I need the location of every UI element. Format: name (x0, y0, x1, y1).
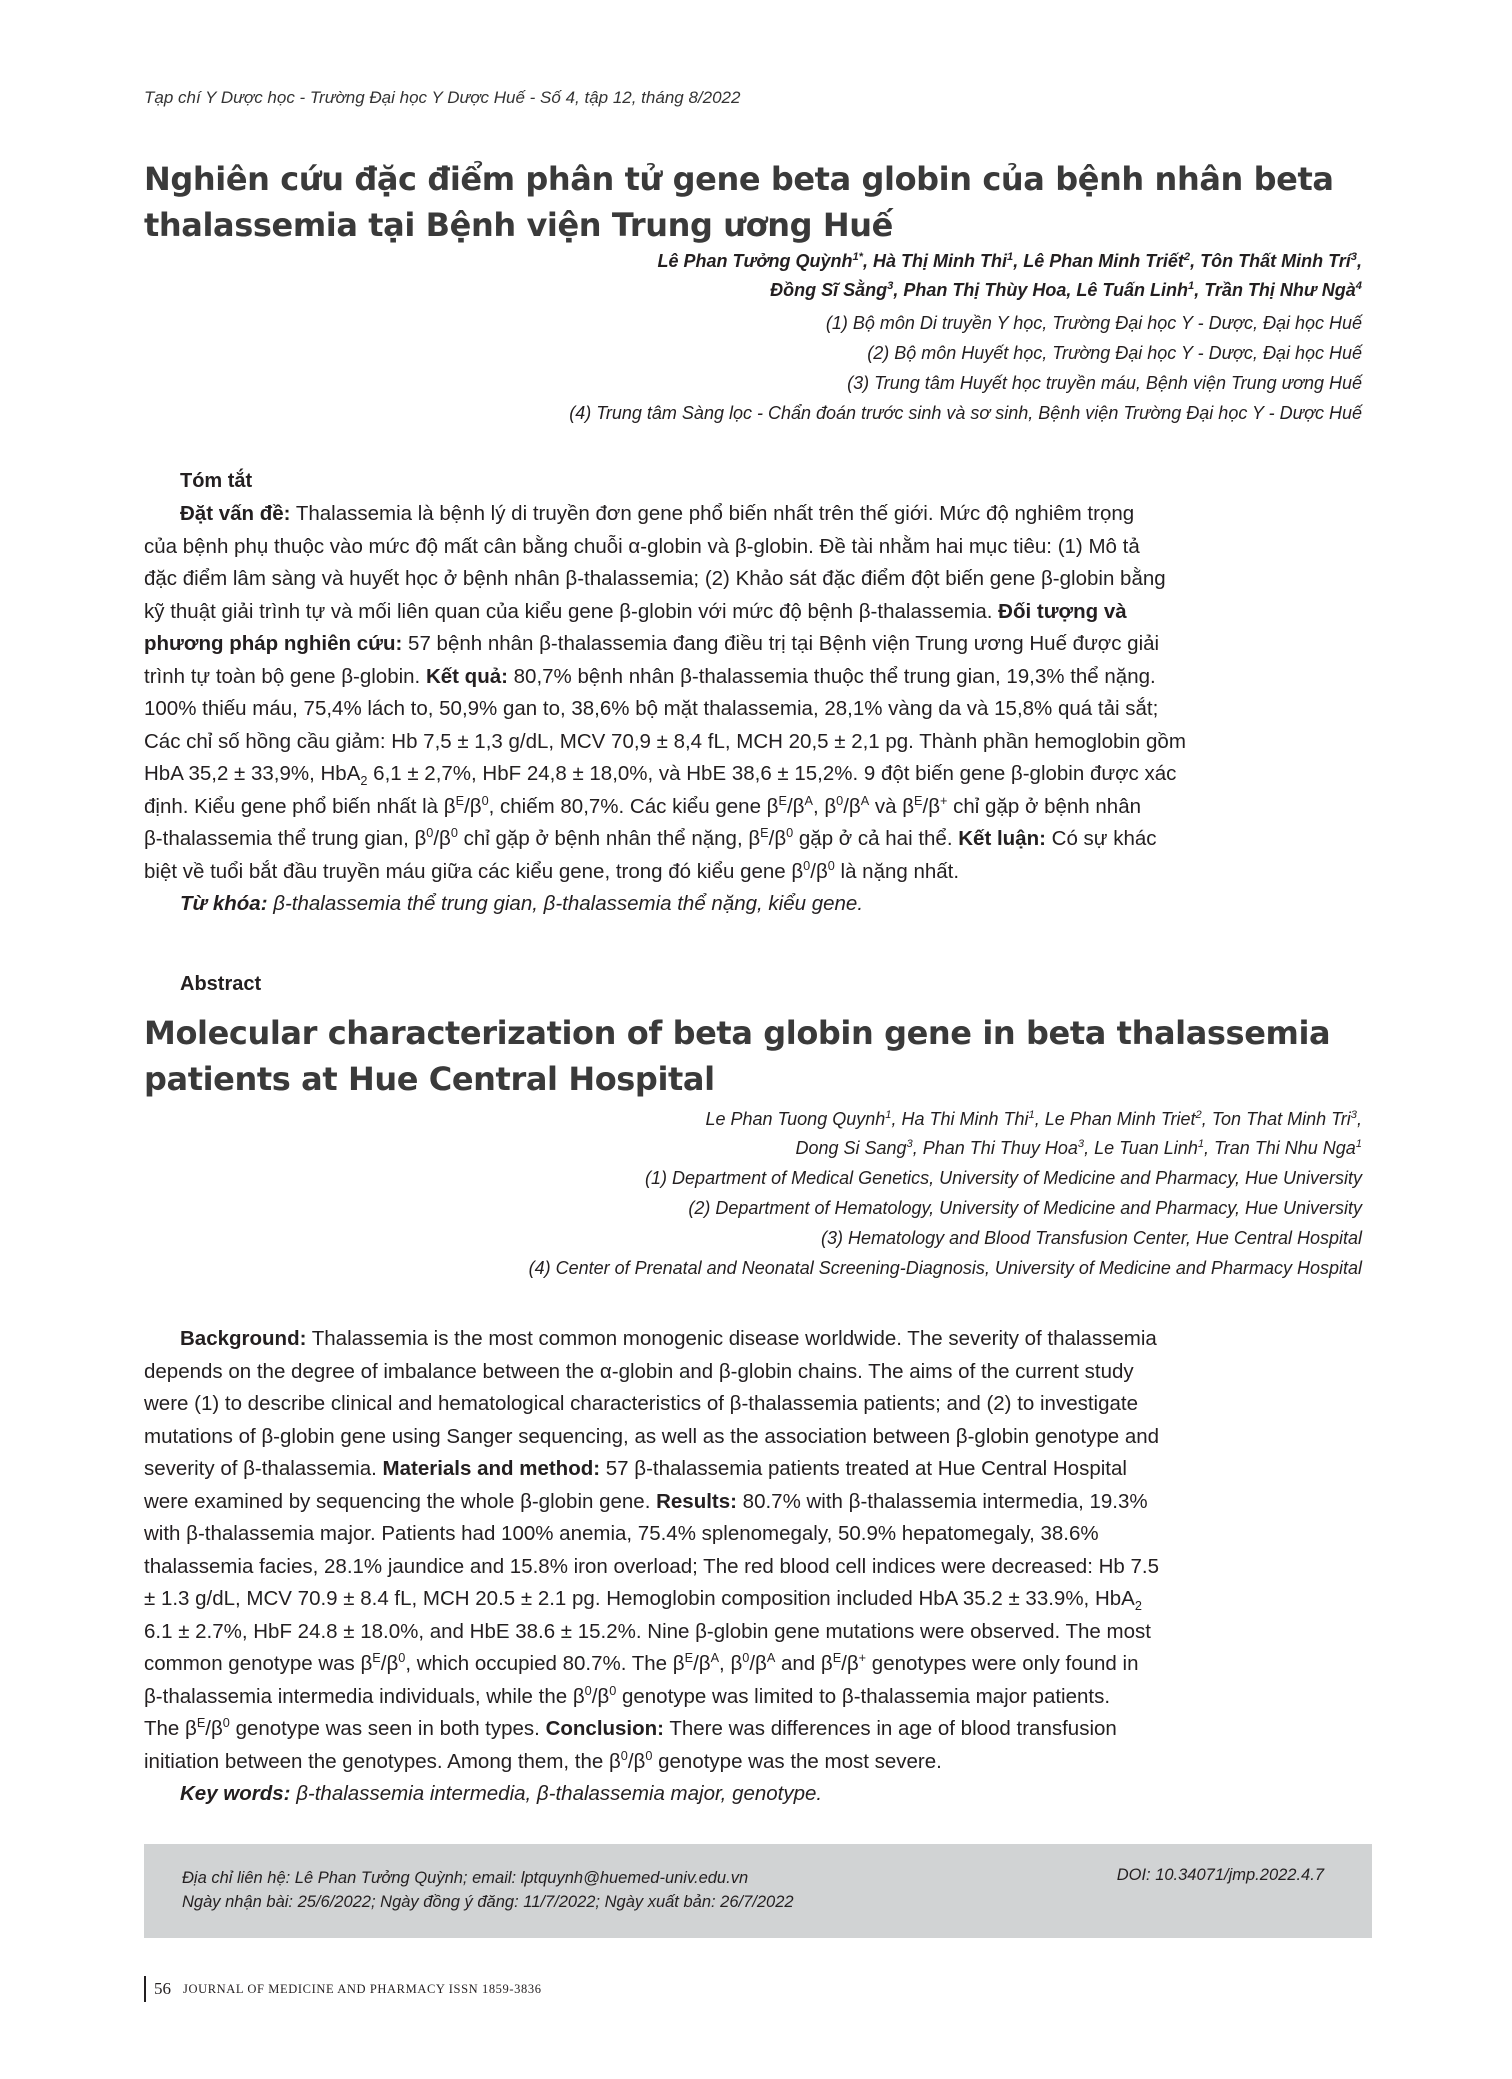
title-line: Nghiên cứu đặc điểm phân tử gene beta globin của bệnh nhân beta (144, 160, 1334, 198)
article-title-en (144, 1010, 1374, 1102)
abstract-line: thalassemia facies, 28.1% jaundice and 15.8% iron overload; The red blood cell indices were decreased: Hb 7.5 (144, 1554, 1159, 1578)
article-title-vi (144, 156, 1374, 248)
correspondence-box (144, 1844, 1372, 1938)
abstract-line: ± 1.3 g/dL, MCV 70.9 ± 8.4 fL, MCH 20.5 ± 2.1 pg. Hemoglobin composition included HbA 35.2 ± 33.9%, HbA$_2$ (144, 1587, 1142, 1614)
dates-line: Ngày nhận bài: 25/6/2022; Ngày đồng ý đăng: 11/7/2022; Ngày xuất bản: 26/7/2022 (182, 1893, 794, 1911)
abstract-line: trình tự toàn bộ gene β-globin. Kết quả: 80,7% bệnh nhân β-thalassemia thuộc thể trung gian, 19,3% thể nặng. (144, 664, 1156, 688)
abstract-body-vi (144, 498, 1372, 921)
abstract-line: biệt về tuổi bắt đầu truyền máu giữa các kiểu gene, trong đó kiểu gene $\beta^0/\beta^0$ là nặng nhất. (144, 857, 960, 883)
journal-header: Tạp chí Y Dược học - Trường Đại học Y Dược Huế - Số 4, tập 12, tháng 8/2022 (144, 88, 741, 107)
abstract-line: Background: Thalassemia is the most common monogenic disease worldwide. The severity of thalassemia (180, 1327, 1157, 1350)
abstract-line: initiation between the genotypes. Among them, the $\beta^0/\beta^0$ genotype was the most severe. (144, 1747, 942, 1773)
keywords-en (144, 1778, 1372, 1811)
abstract-line: 100% thiếu máu, 75,4% lách to, 50,9% gan to, 38,6% bộ mặt thalassemia, 28,1% vàng da và 15,8% quá tải sắt; (144, 697, 1159, 720)
page-number: 56 (154, 1979, 171, 1998)
abstract-line: The $\beta^E/\beta^0$ genotype was seen in both types. Conclusion: There was differences in age of blood transfusion (144, 1715, 1117, 1740)
abstract-line: severity of β-thalassemia. Materials and method: 57 β-thalassemia patients treated at Hue Central Hospital (144, 1457, 1127, 1480)
abstract-line: mutations of β-globin gene using Sanger sequencing, as well as the association between β-globin genotype and (144, 1424, 1160, 1448)
section-heading-abstract: Abstract (180, 973, 262, 995)
abstract-line: were examined by sequencing the whole β-globin gene. Results: 80.7% with β-thalassemia intermedia, 19.3% (144, 1489, 1148, 1513)
abstract-line: Các chỉ số hồng cầu giảm: Hb 7,5 ± 1,3 g/dL, MCV 70,9 ± 8,4 fL, MCH 20,5 ± 2,1 pg. Thành phần hemoglobin gồm (144, 729, 1186, 753)
affiliation: (4) Trung tâm Sàng lọc - Chẩn đoán trước sinh và sơ sinh, Bệnh viện Trường Đại học Y - Dược Huế (569, 403, 1362, 423)
abstract-line: were (1) to describe clinical and hematological characteristics of β-thalassemia patients; and (2) to investigate (144, 1392, 1138, 1415)
affiliation: (1) Department of Medical Genetics, University of Medicine and Pharmacy, Hue University (645, 1168, 1362, 1188)
correspondence-info (182, 1866, 794, 1914)
author-line: Le Phan Tuong Quynh$^1$, Ha Thi Minh Thi$^1$, Le Phan Minh Triet$^2$, Ton That Minh Tri$^3$, (705, 1109, 1362, 1129)
footer-rule (144, 1976, 146, 2002)
affiliation: (3) Hematology and Blood Transfusion Center, Hue Central Hospital (821, 1228, 1362, 1248)
title-line: thalassemia tại Bệnh viện Trung ương Huế (144, 206, 893, 244)
abstract-line: định. Kiểu gene phổ biến nhất là $\beta^E/\beta^0$, chiếm 80,7%. Các kiểu gene $\beta^E/\beta^A$, $\beta^0/\beta^A$ và $\beta^E/\beta^+$ chỉ gặp ở bệnh nhân (144, 792, 1141, 818)
title-line: Molecular characterization of beta globin gene in beta thalassemia (144, 1014, 1331, 1052)
journal-name: JOURNAL OF MEDICINE AND PHARMACY ISSN 1859-3836 (183, 1981, 542, 1996)
abstract-line: common genotype was $\beta^E/\beta^0$, which occupied 80.7%. The $\beta^E/\beta^A$, $\beta^0/\beta^A$ and $\beta^E/\beta^+$ genotypes were only found in (144, 1650, 1139, 1675)
doi-label: DOI: 10.34071/jmp.2022.4.7 (1116, 1866, 1324, 1884)
abstract-line: 6.1 ± 2.7%, HbF 24.8 ± 18.0%, and HbE 38.6 ± 15.2%. Nine β-globin gene mutations were observed. The most (144, 1619, 1151, 1643)
abstract-line: Đặt vấn đề: Thalassemia là bệnh lý di truyền đơn gene phổ biến nhất trên thế giới. Mức độ nghiêm trọng (180, 502, 1135, 525)
abstract-line: của bệnh phụ thuộc vào mức độ mất cân bằng chuỗi α-globin và β-globin. Đề tài nhằm hai mục tiêu: (1) Mô tả (144, 534, 1140, 558)
affiliation: (2) Department of Hematology, University of Medicine and Pharmacy, Hue University (688, 1198, 1362, 1218)
keywords-vi (144, 888, 1372, 921)
section-heading-tomtat: Tóm tắt (180, 470, 253, 492)
affiliation: (4) Center of Prenatal and Neonatal Screening-Diagnosis, University of Medicine and Pharmacy Hospital (528, 1258, 1362, 1278)
abstract-line: β-thalassemia intermedia individuals, while the $\beta^0/\beta^0$ genotype was limited to β-thalassemia major patients. (144, 1682, 1111, 1708)
keywords-label: Từ khóa: (180, 892, 268, 915)
author-line: Đồng Sĩ Sằng$^3$, Phan Thị Thùy Hoa, Lê Tuấn Linh$^1$, Trần Thị Như Ngà$^4$ (770, 280, 1362, 300)
author-list-en (705, 1105, 1362, 1163)
keywords-text: β-thalassemia thể trung gian, β-thalassemia thể nặng, kiểu gene. (273, 892, 864, 915)
abstract-line: HbA 35,2 ± 33,9%, HbA$_2$ 6,1 ± 2,7%, HbF 24,8 ± 18,0%, và HbE 38,6 ± 15,2%. 9 đột biến gene β-globin được xác (144, 762, 1177, 789)
author-list-vi (658, 247, 1362, 305)
author-line: Lê Phan Tưởng Quỳnh$^{1*}$, Hà Thị Minh Thi$^1$, Lê Phan Minh Triết$^2$, Tôn Thất Minh Trí$^3$, (657, 251, 1362, 271)
affiliation: (3) Trung tâm Huyết học truyền máu, Bệnh viện Trung ương Huế (847, 373, 1362, 393)
keywords-text: β-thalassemia intermedia, β-thalassemia major, genotype. (296, 1782, 823, 1805)
abstract-line: depends on the degree of imbalance between the α-globin and β-globin chains. The aims of the current study (144, 1359, 1134, 1383)
affiliations-vi (569, 308, 1362, 428)
author-line: Dong Si Sang$^3$, Phan Thi Thuy Hoa$^3$, Le Tuan Linh$^1$, Tran Thi Nhu Nga$^1$ (795, 1138, 1362, 1158)
abstract-line: kỹ thuật giải trình tự và mối liên quan của kiểu gene β-globin với mức độ bệnh β-thalassemia. Đối tượng và (144, 599, 1127, 623)
title-line: patients at Hue Central Hospital (144, 1060, 715, 1098)
affiliations-en (529, 1163, 1362, 1283)
contact-line: Địa chỉ liên hệ: Lê Phan Tưởng Quỳnh; email: lptquynh@huemed-univ.edu.vn (182, 1869, 749, 1887)
page-footer (144, 1976, 542, 2002)
affiliation: (1) Bộ môn Di truyền Y học, Trường Đại học Y - Dược, Đại học Huế (825, 313, 1362, 333)
abstract-line: phương pháp nghiên cứu: 57 bệnh nhân β-thalassemia đang điều trị tại Bệnh viện Trung ương Huế được giải (144, 632, 1160, 655)
keywords-label: Key words: (180, 1782, 291, 1805)
abstract-line: đặc điểm lâm sàng và huyết học ở bệnh nhân β-thalassemia; (2) Khảo sát đặc điểm đột biến gene β-globin bằng (144, 567, 1166, 590)
abstract-line: β-thalassemia thể trung gian, $\beta^0/\beta^0$ chỉ gặp ở bệnh nhân thể nặng, $\beta^E/\beta^0$ gặp ở cả hai thể. Kết luận: Có sự khác (144, 825, 1157, 850)
affiliation: (2) Bộ môn Huyết học, Trường Đại học Y - Dược, Đại học Huế (867, 343, 1362, 363)
abstract-body-en (144, 1323, 1372, 1811)
abstract-line: with β-thalassemia major. Patients had 100% anemia, 75.4% splenomegaly, 50.9% hepatomegaly, 38.6% (144, 1522, 1099, 1545)
